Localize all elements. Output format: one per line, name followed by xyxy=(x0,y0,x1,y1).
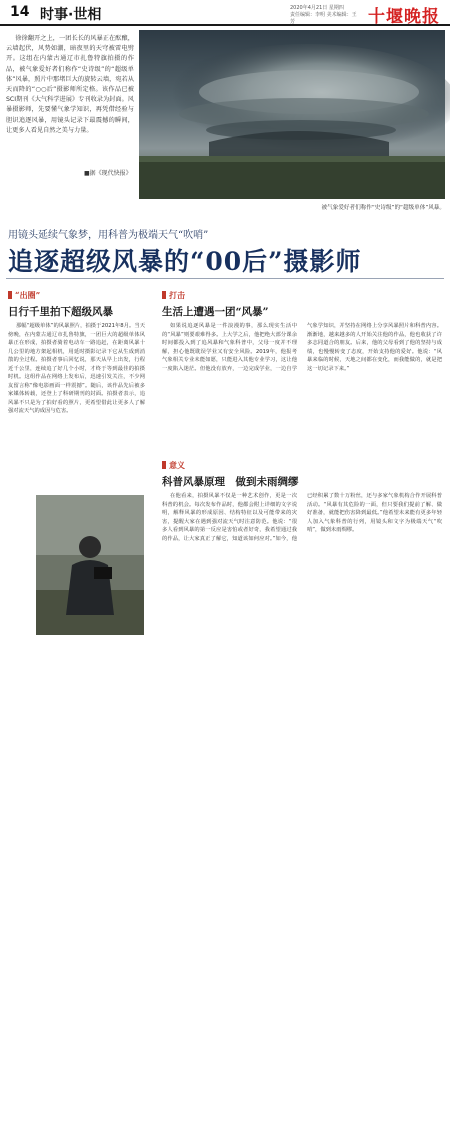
issue-editors: 责任编辑：李明 美术编辑：王芳 xyxy=(290,12,357,25)
headline-title: 追逐超级风暴的“00后”摄影师 xyxy=(8,247,362,276)
section3-body: 在他看来，拍摄风暴不仅是一种艺术创作，更是一次科普的机会。每次发布作品时，他都会附上详细的文字说明，解释风暴的形成原因、结构特征以及可能带来的灾害，提醒大家在遇到强对流天气时注意防范。他说：“很多人看到风暴的第一反应是害怕或者好奇，我希望通过我的作品，让大家真正了解它，知道该如何应对。”如今，他已经积累了数十万粉丝，还与多家气象机构合作开展科普活动。“风暴有其危险的一面，但只要我们提前了解、做好准备，就能把伤害降到最低。”他希望未来能有更多年轻人加入气象科普的行列，用镜头和文字为极端天气“吹哨”，做到未雨绸缪。 xyxy=(162,493,442,542)
section2-kicker: 打击 xyxy=(162,290,269,301)
headline-rule xyxy=(6,278,444,279)
newspaper-logo: 十堰晚报 xyxy=(368,7,440,27)
section3-title: 科普风暴原理 做到未雨绸缪 xyxy=(162,476,299,488)
photo-caption: 被气象爱好者们称作“史诗级”的“超级单体”风暴。 xyxy=(321,205,445,211)
section1-body: 那幅“超级单体”的风暴照片，拍摄于2021年8月。当天傍晚，在内蒙古通辽市扎鲁特旗，一团巨大的超级单体风暴正在形成，拍摄者骑着电动车一路追赶，在距离风暴十几公里的地方架起相机，用延时摄影记录下它从生成到消散的全过程。拍摄者事后回忆说，那天从早上出发，行程近千公里，连续追了好几个小时，才终于等到最佳的拍摄时机。这组作品在网络上发布后，迅速引发关注，不少网友留言称“像电影画面一样震撼”。随后，该作品先后被多家媒体转载，还登上了科研期刊的封面。拍摄者表示，追风暴不只是为了拍好看的照片，更希望借此让更多人了解强对流天气的成因与危害。 xyxy=(8,323,145,415)
storm-photo-image xyxy=(139,30,445,199)
headline-subtitle: 用镜头延续气象梦，用科普为极端天气“吹哨” xyxy=(8,230,209,241)
photographer-photo-image xyxy=(36,495,144,635)
page-number: 14 xyxy=(10,4,30,20)
section3-kicker: 意义 xyxy=(162,460,299,471)
page-header xyxy=(0,0,450,26)
issue-date: 2020年4月21日 星期四 xyxy=(290,5,344,11)
section2-heading xyxy=(162,290,269,319)
section1-kicker: “出圈” xyxy=(8,290,113,301)
kicker-mark-icon xyxy=(162,461,166,469)
lead-credit: ■据《现代快报》 xyxy=(84,170,132,177)
section3-heading xyxy=(162,460,299,489)
section2-body: 如果说追逐风暴是一件浪漫的事，那么现实生活中的“风暴”则要艰难得多。上大学之后，他把绝大部分课余时间都投入到了追风暴和气象科普中，父母一度并不理解，担心他既耽误学业又有安全风险。2019年，他报考气象相关专业未能如愿，只能进入其他专业学习，这让他一度陷入迷茫。但他没有放弃，一边完成学业，一边自学气象学知识，并坚持在网络上分享风暴照片和科普内容。渐渐地，越来越多的人开始关注他的作品，他也收获了许多志同道合的朋友。后来，他的父母看到了他的坚持与成绩，也慢慢转变了态度，开始支持他的爱好。他说：“风暴来临的时候，天地之间都在变化，而我能做的，就是把这一切记录下来。” xyxy=(162,323,442,372)
kicker-mark-icon xyxy=(162,291,166,299)
photographer-photo-caption: “追风”的年轻人 xyxy=(114,1121,140,1134)
storm-photo xyxy=(139,30,445,199)
issue-meta xyxy=(290,5,360,26)
section2-title: 生活上遭遇一团“风暴” xyxy=(162,306,269,318)
photographer-photo xyxy=(36,495,144,1134)
kicker-mark-icon xyxy=(8,291,12,299)
lead-paragraph: 徐徐翻开之上，一团长长的风暴正在酝酿，云墙起伏，风势如潮，暗夜里的天穹被雷电劈开。这组在内蒙古通辽市扎鲁特旗拍摄的作品，被气象爱好者们称作“史诗级”的“超级单体”风暴，照片中那堵巨大的旋转云墙，宛若从天而降的“○○后”摄影师所定格。该作品已被SCI期刊《大气科学进展》专刊收录为封面。风暴摄影师，先要懂气象学知识，再凭借经验与胆识追逐风暴，用镜头记录下最震撼的瞬间，让更多人看见自然之美与力量。 xyxy=(6,35,134,134)
section1-title: 日行千里拍下超级风暴 xyxy=(8,306,113,318)
section-name: 时事·世相 xyxy=(40,7,102,23)
section1-heading xyxy=(8,290,113,319)
